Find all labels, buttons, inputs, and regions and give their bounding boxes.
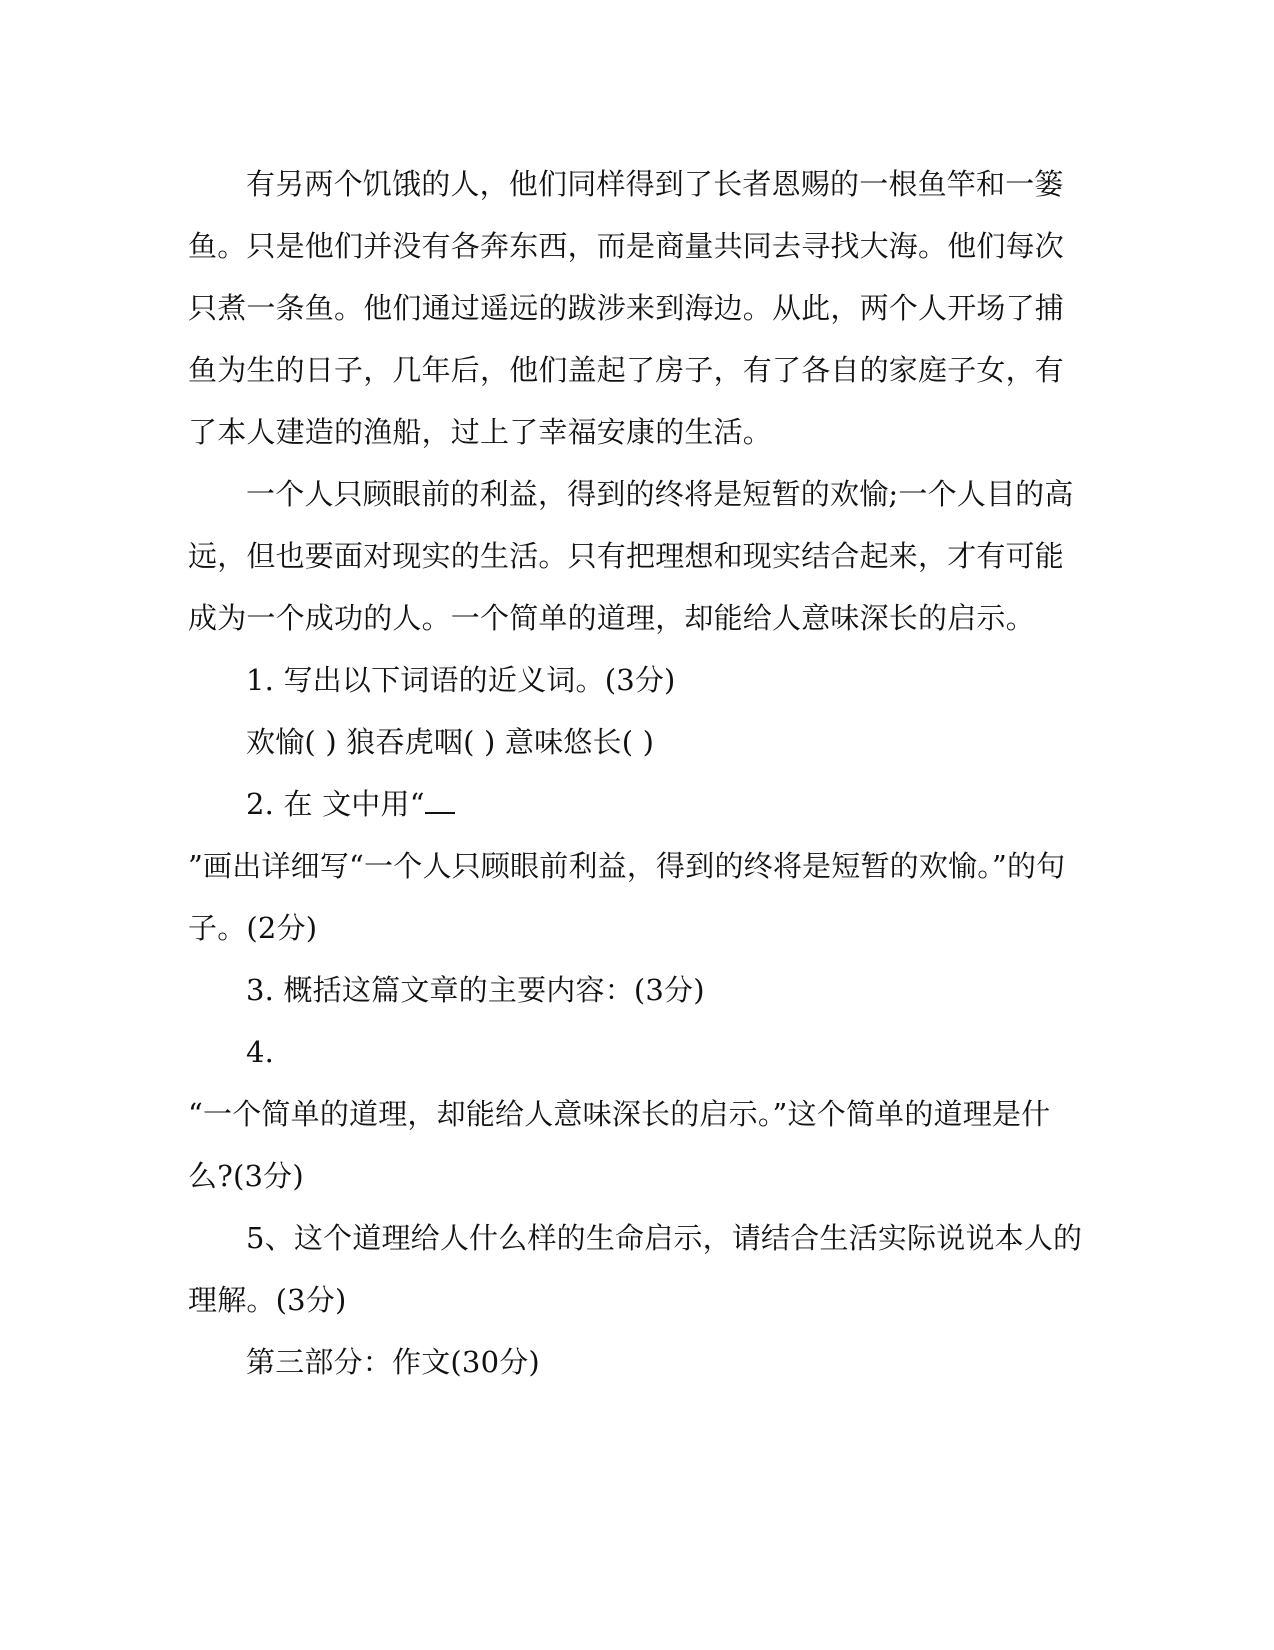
question-2-text: 2. 在 文中用“	[246, 787, 425, 821]
underline-blank	[425, 792, 455, 814]
question-4-end: 么?(3分)	[188, 1159, 304, 1193]
question-2-start	[246, 784, 455, 824]
question-4-number: 4.	[246, 1035, 275, 1069]
section-3-heading: 第三部分：作文(30分)	[246, 1345, 540, 1379]
paragraph-line: 一个人只顾眼前的利益，得到的终将是短暂的欢愉;一个人目的高	[246, 477, 1074, 511]
question-1: 1. 写出以下词语的近义词。(3分)	[246, 663, 676, 697]
question-1-words: 欢愉( ) 狼吞虎咽( ) 意味悠长( )	[246, 725, 655, 759]
paragraph-line: 有另两个饥饿的人，他们同样得到了长者恩赐的一根鱼竿和一篓	[246, 167, 1064, 201]
paragraph-line: 远，但也要面对现实的生活。只有把理想和现实结合起来，才有可能	[188, 539, 1065, 573]
question-2-end: 子。(2分)	[188, 911, 318, 945]
paragraph-line: 了本人建造的渔船，过上了幸福安康的生活。	[188, 415, 773, 449]
question-5: 5、这个道理给人什么样的生命启示，请结合生活实际说说本人的	[246, 1221, 1083, 1255]
question-2-continued: ”画出详细写“一个人只顾眼前利益，得到的终将是短暂的欢愉。”的句	[188, 849, 1066, 883]
paragraph-line: 成为一个成功的人。一个简单的道理，却能给人意味深长的启示。	[188, 601, 1035, 635]
paragraph-line: 只煮一条鱼。他们通过遥远的跋涉来到海边。从此，两个人开场了捕	[188, 291, 1065, 325]
question-4-text: “一个简单的道理，却能给人意味深长的启示。”这个简单的道理是什	[188, 1097, 1051, 1131]
paragraph-line: 鱼。只是他们并没有各奔东西，而是商量共同去寻找大海。他们每次	[188, 229, 1065, 263]
paragraph-line: 鱼为生的日子，几年后，他们盖起了房子，有了各自的家庭子女，有	[188, 353, 1065, 387]
question-3: 3. 概括这篇文章的主要内容：(3分)	[246, 973, 705, 1007]
question-5-end: 理解。(3分)	[188, 1283, 347, 1317]
